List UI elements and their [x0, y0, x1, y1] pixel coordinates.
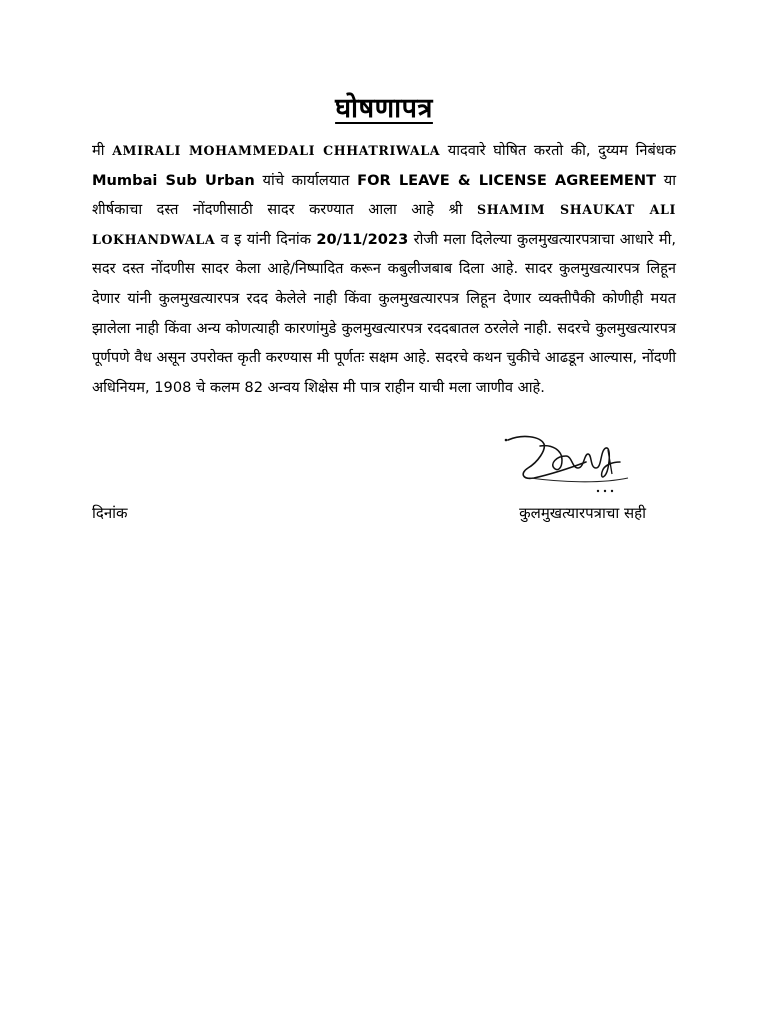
poa-date: 20/11/2023	[316, 230, 409, 248]
handwritten-signature	[500, 428, 640, 500]
grantor-name: SHAMIM SHAUKAT ALI LOKHANDWALA	[92, 202, 676, 247]
para-text-2: यादवारे घोषित करतो की, दुय्यम निबंधक	[440, 142, 676, 159]
registry-office: Mumbai Sub Urban	[92, 171, 255, 189]
para-text-5: व इ यांनी दिनांक	[215, 230, 317, 248]
date-label: दिनांक	[92, 504, 128, 522]
declaration-paragraph	[92, 136, 676, 402]
document-title: घोषणापत्र	[335, 93, 433, 124]
para-text-3: यांचे कार्यालयात	[254, 171, 358, 189]
document-type: FOR LEAVE & LICENSE AGREEMENT	[357, 171, 657, 189]
signature-label: कुलमुखत्यारपत्राचा सही	[519, 504, 646, 522]
para-text-1: मी	[92, 142, 113, 159]
para-text-6: रोजी मला दिलेल्या कुलमुखत्यारपत्राचा आधारे मी, सदर दस्त नोंदणीस सादर केला आहे/निष्पादित करून कबुलीजबाब दिला आहे. सादर कुलमुखत्यारपत्र लिहून देणार यांनी कुलमुखत्यारपत्र रदद केलेले नाही किंवा कुलमुखत्यारपत्र लिहून देणार व्यक्तीपैकी कोणीही मयत झालेला नाही किंवा अन्य कोणत्याही कारणांमुडे कुलमुखत्यारपत्र रददबातल ठरलेले नाही. सदरचे कुलमुखत्यारपत्र पूर्णपणे वैध असून उपरोक्त कृती करण्यास मी पूर्णतः सक्षम आहे. सदरचे कथन चुकीचे आढडून आल्यास, नोंदणी अधिनियम, 1908 चे कलम 82 अन्वय शिक्षेस मी पात्र राहीन याची मला जाणीव आहे.	[92, 230, 676, 396]
declarant-name: AMIRALI MOHAMMEDALI CHHATRIWALA	[112, 143, 441, 158]
para-text-4: या शीर्षकाचा दस्त नोंदणीसाठी सादर करण्यात आला आहे श्री	[92, 171, 676, 219]
